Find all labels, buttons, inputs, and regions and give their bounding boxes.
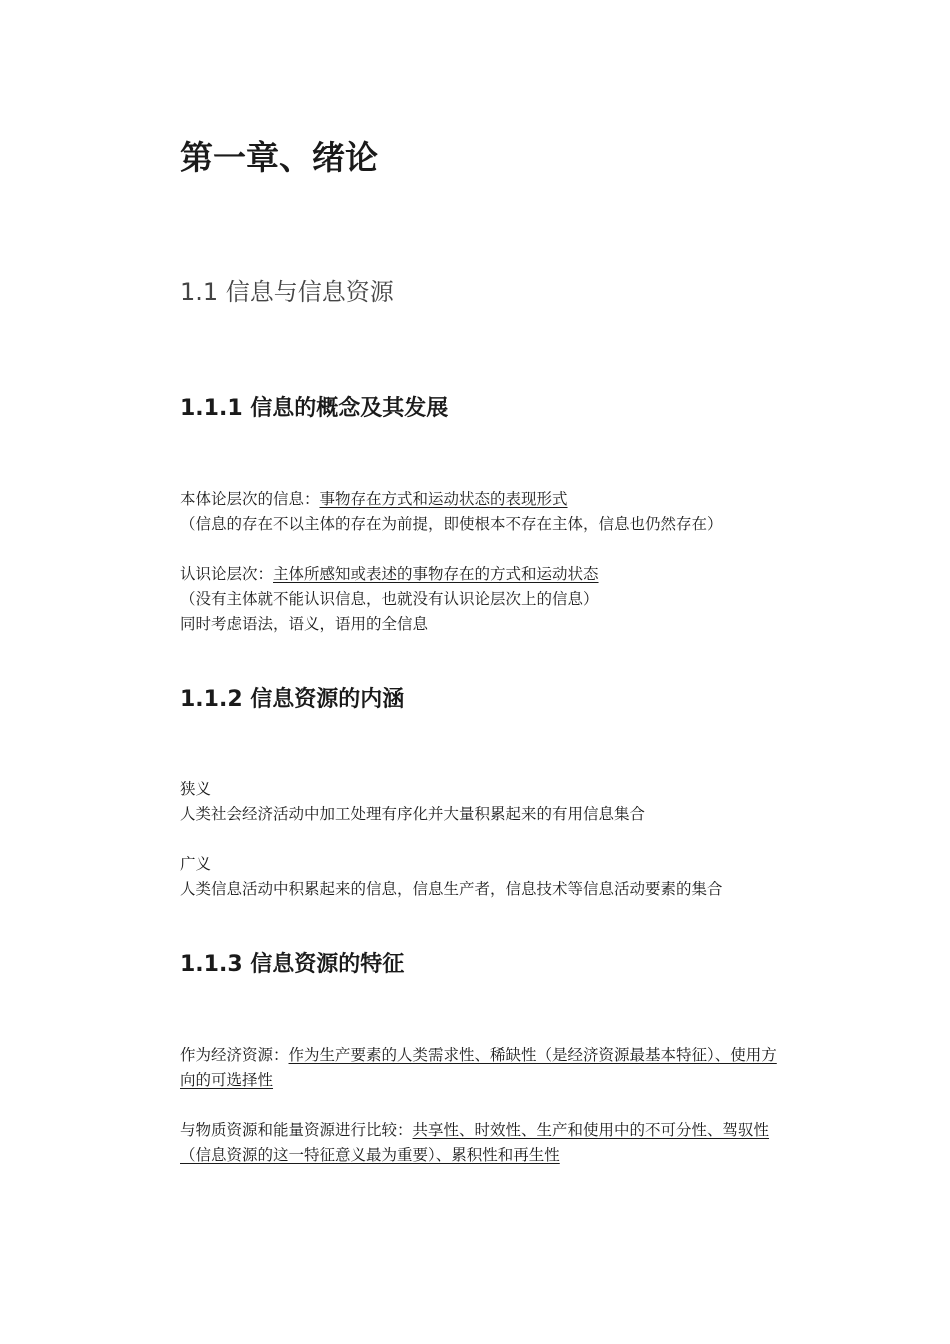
subsection-title-1-1-2: 1.1.2 信息资源的内涵 bbox=[180, 687, 405, 712]
comparison-definition: 共享性、时效性、生产和使用中的不可分性、驾驭性（信息资源的这一特征意义最为重要）、累积性和再生性 bbox=[180, 1121, 770, 1164]
epistemology-definition: 主体所感知或表述的事物存在的方式和运动状态 bbox=[273, 565, 599, 583]
narrow-definition: 人类社会经济活动中加工处理有序化并大量积累起来的有用信息集合 bbox=[180, 805, 646, 823]
narrow-label: 狭义 bbox=[180, 780, 212, 798]
ontology-note: （信息的存在不以主体的存在为前提，即使根本不存在主体，信息也仍然存在） bbox=[180, 515, 723, 533]
chapter-title: 第一章、绪论 bbox=[180, 138, 378, 177]
ontology-label: 本体论层次的信息： bbox=[180, 490, 320, 508]
full-info-line: 同时考虑语法，语义，语用的全信息 bbox=[180, 615, 429, 633]
subsection-title-1-1-3: 1.1.3 信息资源的特征 bbox=[180, 952, 405, 977]
epistemology-label: 认识论层次： bbox=[180, 565, 274, 583]
economic-resource-label: 作为经济资源： bbox=[180, 1046, 289, 1064]
section-title: 1.1 信息与信息资源 bbox=[180, 278, 394, 306]
epistemology-note: （没有主体就不能认识信息，也就没有认识论层次上的信息） bbox=[180, 590, 599, 608]
broad-definition: 人类信息活动中积累起来的信息，信息生产者，信息技术等信息活动要素的集合 bbox=[180, 880, 723, 898]
ontology-line bbox=[180, 487, 568, 512]
ontology-definition: 事物存在方式和运动状态的表现形式 bbox=[319, 490, 568, 508]
comparison-line bbox=[180, 1118, 780, 1168]
epistemology-line bbox=[180, 562, 599, 587]
subsection-title-1-1-1: 1.1.1 信息的概念及其发展 bbox=[180, 396, 449, 421]
economic-resource-definition: 作为生产要素的人类需求性、稀缺性（是经济资源最基本特征）、使用方向的可选择性 bbox=[180, 1046, 777, 1089]
broad-label: 广义 bbox=[180, 855, 212, 873]
comparison-label: 与物质资源和能量资源进行比较： bbox=[180, 1121, 413, 1139]
economic-resource-line bbox=[180, 1043, 780, 1093]
